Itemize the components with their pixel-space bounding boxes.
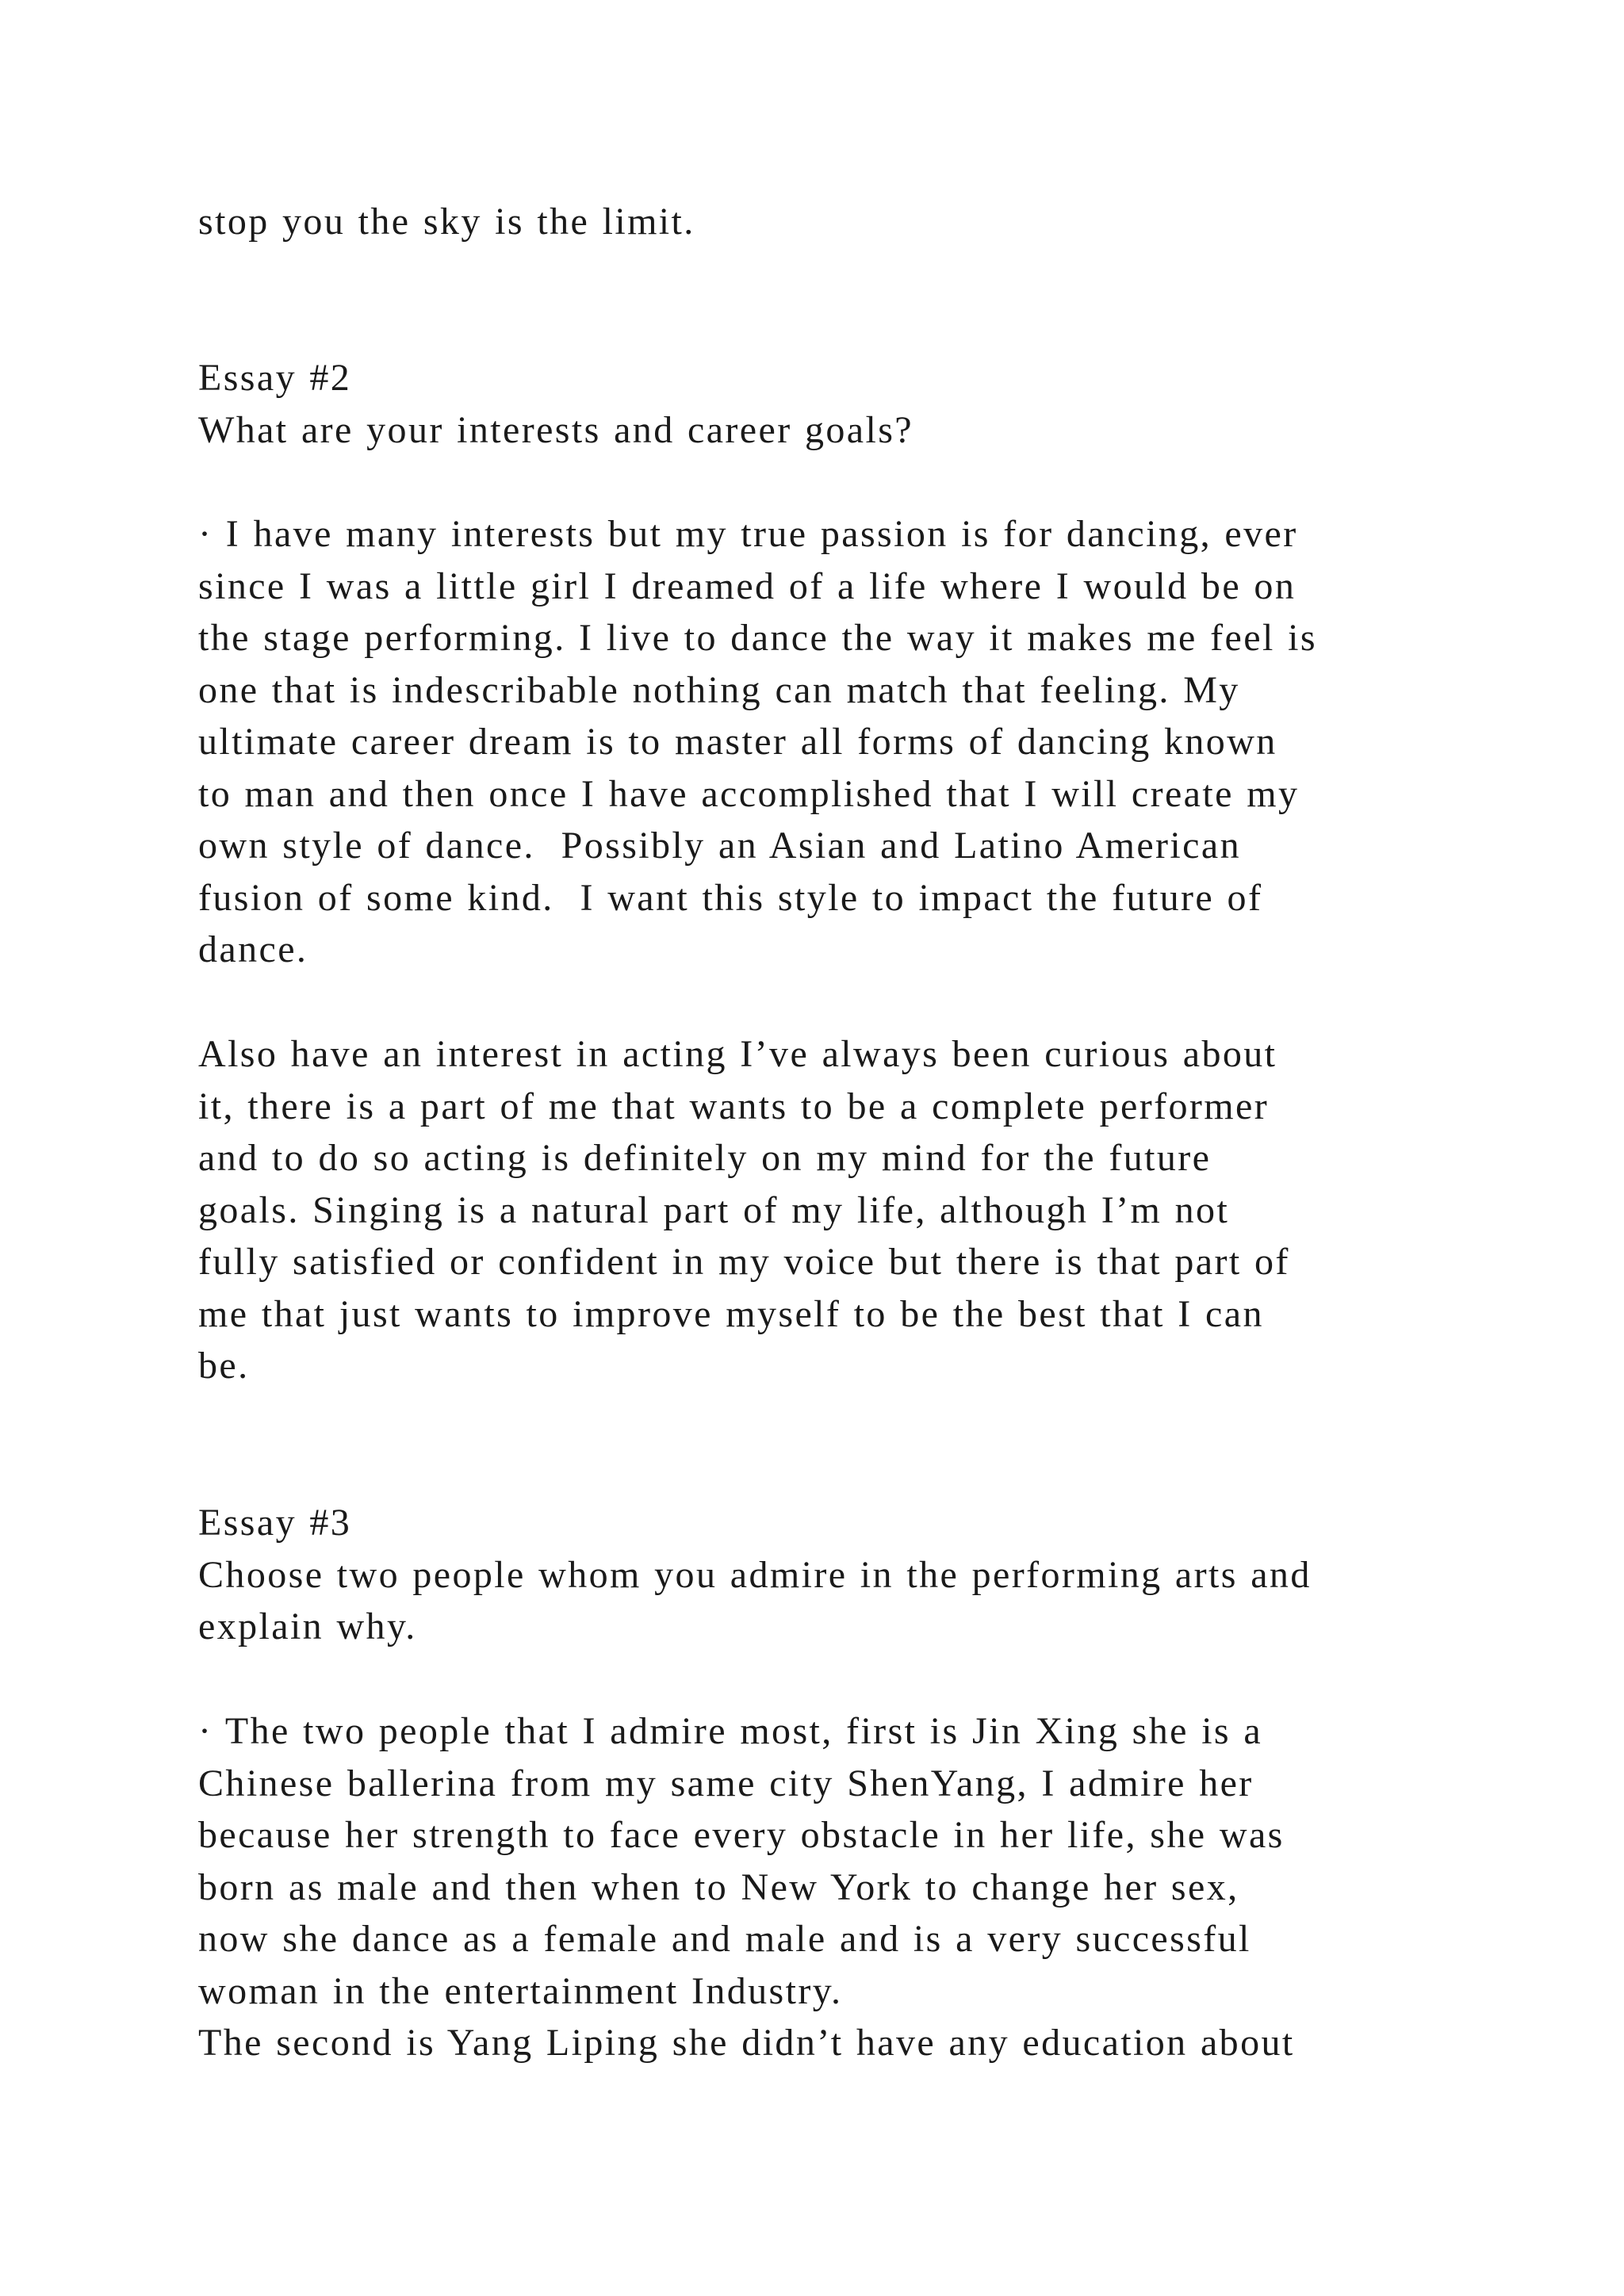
paragraph-line: goals. Singing is a natural part of my life, although I’m not	[198, 1188, 1230, 1231]
paragraph-line: fully satisfied or confident in my voice but there is that part of	[198, 1241, 1290, 1283]
paragraph-line: since I was a little girl I dreamed of a life where I would be on	[198, 564, 1297, 607]
paragraph-line: The second is Yang Liping she didn’t have any education about	[198, 2022, 1295, 2064]
paragraph-line: now she dance as a female and male and is a very successful	[198, 1918, 1251, 1960]
paragraph-line: born as male and then when to New York to change her sex,	[198, 1866, 1239, 1908]
paragraph-line: Also have an interest in acting I’ve always been curious about	[198, 1033, 1277, 1075]
intro-line: stop you the sky is the limit.	[198, 201, 695, 243]
paragraph-line: ultimate career dream is to master all forms of dancing known	[198, 721, 1277, 763]
essay-2-question: What are your interests and career goals?	[198, 408, 914, 451]
paragraph-line: be.	[198, 1345, 250, 1387]
essay-2-paragraph-2	[198, 1028, 1507, 1392]
paragraph-line: because her strength to face every obstacle in her life, she was	[198, 1814, 1285, 1856]
paragraph-line: to man and then once I have accomplished that I will create my	[198, 772, 1300, 815]
essay-2-paragraph-1	[198, 508, 1507, 976]
paragraph-line: one that is indescribable nothing can match that feeling. My	[198, 668, 1240, 711]
paragraph-line: Chinese ballerina from my same city ShenYang, I admire her	[198, 1762, 1254, 1804]
essay-3-heading: Essay #3	[198, 1502, 352, 1544]
essay-3-section	[198, 1497, 1507, 1653]
paragraph-line: woman in the entertainment Industry.	[198, 1969, 843, 2012]
paragraph-line: dance.	[198, 928, 308, 970]
paragraph-line: · I have many interests but my true passion is for dancing, ever	[198, 513, 1298, 555]
paragraph-line: me that just wants to improve myself to be the best that I can	[198, 1292, 1264, 1335]
paragraph-line: the stage performing. I live to dance the way it makes me feel is	[198, 617, 1317, 659]
essay-3-question: explain why.	[198, 1605, 417, 1647]
essay-2-section	[198, 352, 1507, 456]
essay-3-paragraph-1	[198, 1705, 1507, 2069]
essay-3-question: Choose two people whom you admire in the performing arts and	[198, 1553, 1312, 1596]
paragraph-line: it, there is a part of me that wants to be a complete performer	[198, 1085, 1270, 1127]
essay-2-heading: Essay #2	[198, 357, 352, 399]
paragraph-line: · The two people that I admire most, first is Jin Xing she is a	[198, 1710, 1263, 1752]
paragraph-line: and to do so acting is definitely on my mind for the future	[198, 1137, 1212, 1179]
paragraph-line: fusion of some kind. I want this style to impact the future of	[198, 876, 1263, 919]
intro-text	[198, 196, 1507, 248]
paragraph-line: own style of dance. Possibly an Asian and Latino American	[198, 825, 1241, 867]
